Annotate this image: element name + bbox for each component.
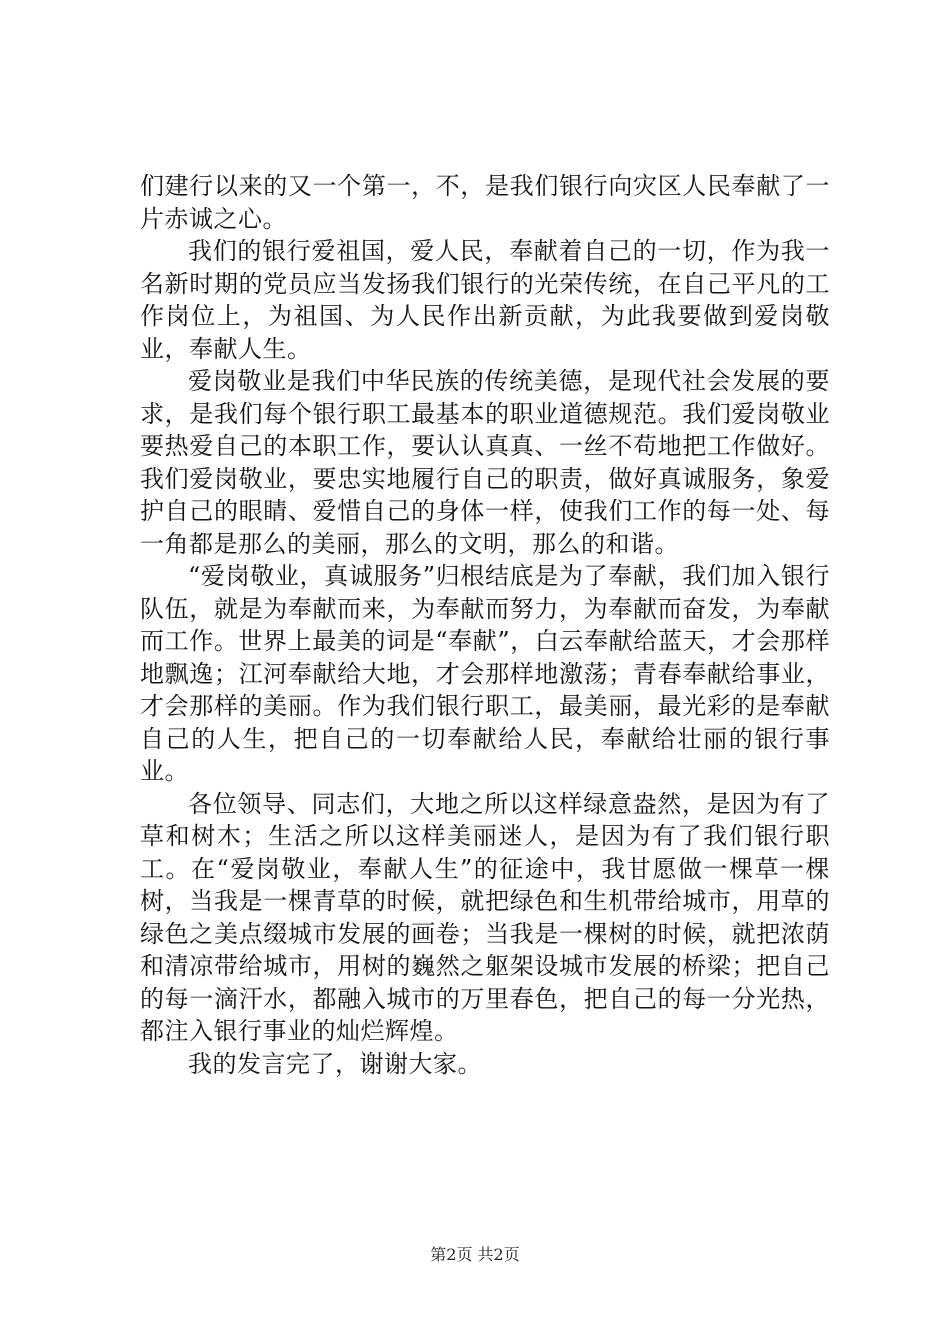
paragraph-1: 们建行以来的又一个第一，不，是我们银行向灾区人民奉献了一片赤诚之心。 [140,172,830,233]
page-number-footer: 第2页 共2页 [430,1245,520,1264]
paragraph-6: 我的发言完了，谢谢大家。 [188,1049,482,1078]
paragraph-3: 爱岗敬业是我们中华民族的传统美德，是现代社会发展的要求，是我们每个银行职工最基本的职业道德规范。我们爱岗敬业要热爱自己的本职工作，要认认真真、一丝不苟地把工作做好。我们爱岗敬业，要忠实地履行自己的职责，做好真诚服务，象爱护自己的眼睛、爱惜自己的身体一样，使我们工作的每一处、每一角都是那么的美丽，那么的文明，那么的和谐。 [140,367,830,558]
paragraph-4: “爱岗敬业，真诚服务”归根结底是为了奉献，我们加入银行队伍，就是为奉献而来，为奉献而努力，为奉献而奋发，为奉献而工作。世界上最美的词是“奉献”，白云奉献给蓝天，才会那样地飘逸；江河奉献给大地，才会那样地激荡；青春奉献给事业，才会那样的美丽。作为我们银行职工，最美丽，最光彩的是奉献自己的人生，把自己的一切奉献给人民，奉献给壮丽的银行事业。 [140,562,830,785]
paragraph-2: 我们的银行爱祖国，爱人民，奉献着自己的一切，作为我一名新时期的党员应当发扬我们银行的光荣传统，在自己平凡的工作岗位上，为祖国、为人民作出新贡献，为此我要做到爱岗敬业，奉献人生。 [140,237,830,363]
document-body [140,170,830,1080]
paragraph-5: 各位领导、同志们，大地之所以这样绿意盎然，是因为有了草和树木；生活之所以这样美丽迷人，是因为有了我们银行职工。在“爱岗敬业，奉献人生”的征途中，我甘愿做一棵草一棵树，当我是一棵青草的时候，就把绿色和生机带给城市，用草的绿色之美点缀城市发展的画卷；当我是一棵树的时候，就把浓荫和清凉带给城市，用树的巍然之躯架设城市发展的桥梁；把自己的每一滴汗水，都融入城市的万里春色，把自己的每一分光热，都注入银行事业的灿烂辉煌。 [140,789,830,1045]
